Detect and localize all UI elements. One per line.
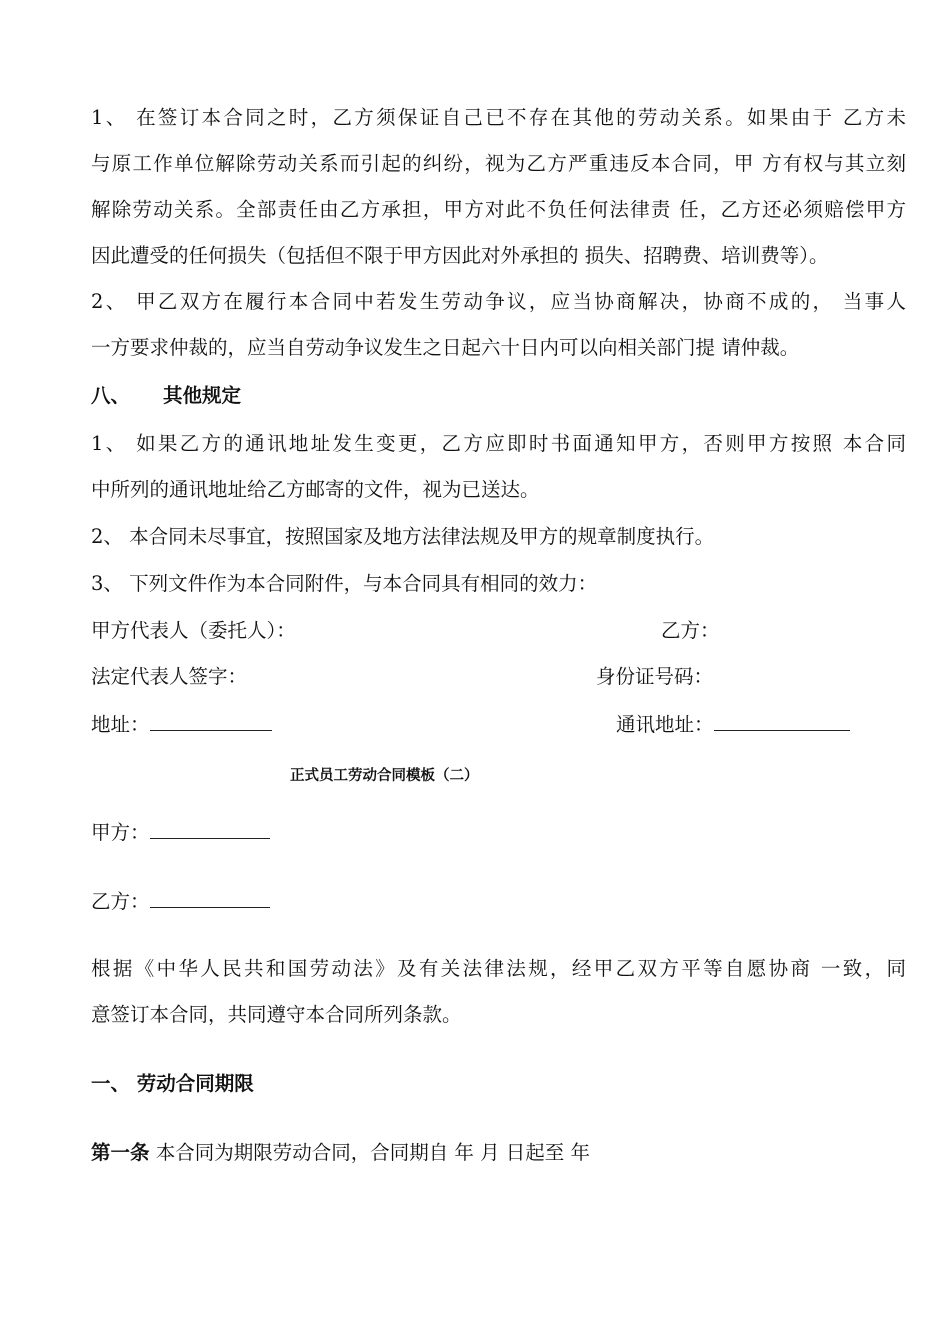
clause-7-1-line-1: 1、 在签订本合同之时，乙方须保证自己已不存在其他的劳动关系。如果由于 乙方未 bbox=[91, 106, 906, 129]
article-1-text: 本合同为期限劳动合同，合同期自 年 月 日起至 年 bbox=[149, 1141, 591, 1164]
clause-7-1-line-3: 解除劳动关系。全部责任由乙方承担，甲方对此不负任何法律责 任，乙方还必须赔偿甲方 bbox=[91, 198, 906, 221]
template-2-section-1-heading: 一、 劳动合同期限 bbox=[91, 1072, 254, 1095]
clause-7-2-line-1: 2、 甲乙双方在履行本合同中若发生劳动争议，应当协商解决，协商不成的， 当事人 bbox=[91, 290, 906, 313]
intro-line-2: 意签订本合同，共同遵守本合同所列条款。 bbox=[91, 1003, 462, 1026]
intro-line-1: 根据《中华人民共和国劳动法》及有关法律法规，经甲乙双方平等自愿协商 一致，同 bbox=[91, 957, 906, 980]
party-a-representative-label: 甲方代表人（委托人）： bbox=[91, 619, 296, 642]
address-field bbox=[91, 710, 272, 738]
article-1-label: 第一条 bbox=[91, 1141, 150, 1164]
clause-8-1-line-2: 中所列的通讯地址给乙方邮寄的文件，视为已送达。 bbox=[91, 478, 540, 501]
mail-address-label: 通讯地址： bbox=[616, 713, 714, 736]
party-b-blank-line bbox=[150, 887, 270, 908]
clause-8-2: 2、 本合同未尽事宜，按照国家及地方法律法规及甲方的规章制度执行。 bbox=[91, 525, 715, 548]
address-label: 地址： bbox=[91, 713, 150, 736]
party-b-label: 乙方： bbox=[661, 619, 720, 642]
clause-8-3: 3、 下列文件作为本合同附件，与本合同具有相同的效力： bbox=[91, 572, 598, 595]
legal-representative-sign-label: 法定代表人签字： bbox=[91, 665, 248, 688]
clause-7-1-line-4: 因此遭受的任何损失（包括但不限于甲方因此对外承担的 损失、招聘费、培训费等）。 bbox=[91, 244, 829, 267]
template-2-party-b-field bbox=[91, 887, 270, 915]
template-2-party-a-field bbox=[91, 818, 270, 846]
mail-address-blank-line bbox=[714, 710, 850, 731]
section-8-heading-number: 八、 bbox=[91, 384, 131, 407]
article-1 bbox=[91, 1140, 590, 1166]
clause-8-1-line-1: 1、 如果乙方的通讯地址发生变更，乙方应即时书面通知甲方，否则甲方按照 本合同 bbox=[91, 432, 906, 455]
party-a-blank-line bbox=[150, 818, 270, 839]
template-2-party-b-label: 乙方： bbox=[91, 890, 150, 913]
id-number-label: 身份证号码： bbox=[596, 665, 714, 688]
clause-7-1-line-2: 与原工作单位解除劳动关系而引起的纠纷，视为乙方严重违反本合同，甲 方有权与其立刻 bbox=[91, 152, 906, 175]
template-2-title-text: 正式员工劳动合同模板（二） bbox=[290, 768, 479, 784]
mail-address-field bbox=[616, 710, 850, 738]
section-8-heading-title: 其他规定 bbox=[163, 384, 242, 407]
address-blank-line bbox=[150, 710, 272, 731]
template-2-party-a-label: 甲方： bbox=[91, 821, 150, 844]
clause-7-2-line-2: 一方要求仲裁的，应当自劳动争议发生之日起六十日内可以向相关部门提 请仲裁。 bbox=[91, 336, 800, 359]
